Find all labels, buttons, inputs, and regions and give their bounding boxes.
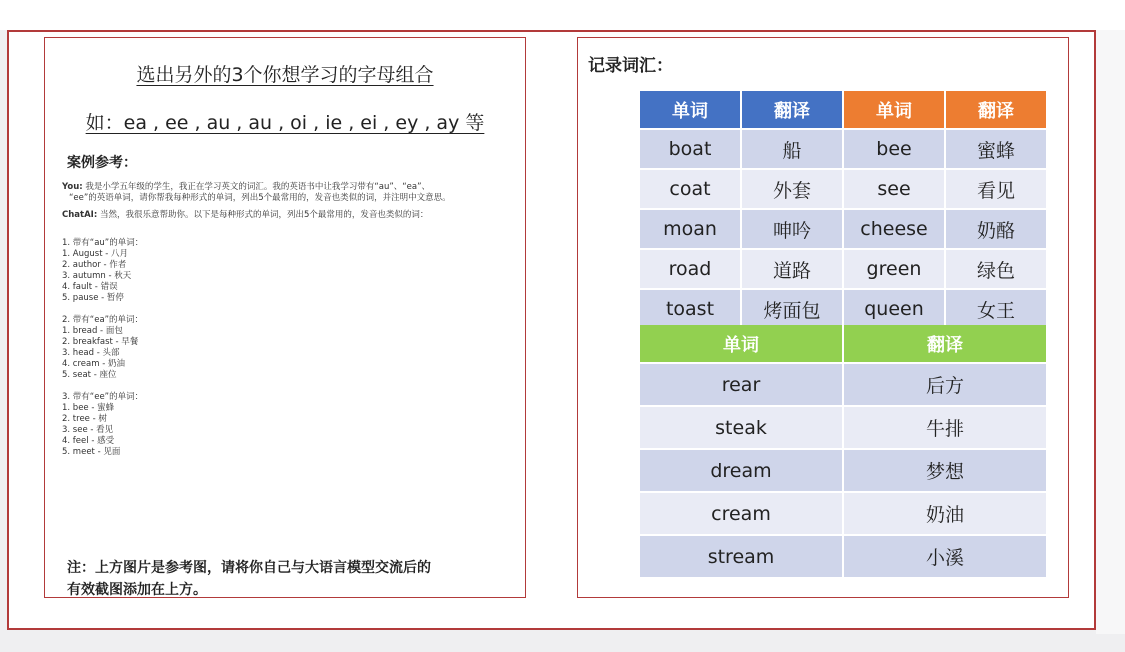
note-line-1: 注：上方图片是参考图，请将你自己与大语言模型交流后的 [67, 560, 431, 576]
word-cell: coat [640, 170, 740, 208]
word-group-title: 2. 带有“ea”的单词： [62, 315, 144, 325]
word-groups [62, 238, 512, 458]
word-cell: green [844, 250, 944, 288]
word-cell: steak [640, 407, 842, 448]
chat-text: 当然，我很乐意帮助你。以下是每种形式的单词，列出5个最常用的，发音也类似的词： [99, 210, 429, 220]
word-item: 1. bread - 面包 [62, 326, 123, 336]
word-item: 3. head - 头部 [62, 348, 120, 358]
you-label: You: [62, 182, 83, 192]
note [67, 557, 517, 598]
translation-cell: 烤面包 [742, 290, 842, 328]
vocab-table-2 [638, 323, 1048, 579]
word-cell: cheese [844, 210, 944, 248]
word-cell: rear [640, 364, 842, 405]
word-item: 5. meet - 见面 [62, 447, 121, 457]
left-subtitle: 如：ea , ee , au , au , oi , ie , ei , ey , ay 等 [85, 112, 485, 134]
table-header-cell: 单词 [640, 325, 842, 362]
word-item: 1. August - 八月 [62, 249, 129, 259]
word-group-title: 3. 带有“ee”的单词： [62, 392, 144, 402]
table-row [640, 493, 1046, 534]
right-panel [577, 37, 1069, 598]
table-row [640, 210, 1046, 248]
word-item: 3. autumn - 秋天 [62, 271, 132, 281]
word-cell: cream [640, 493, 842, 534]
word-cell: road [640, 250, 740, 288]
table-header-cell: 单词 [640, 91, 740, 128]
table-header-row [640, 91, 1046, 128]
table-header-cell: 单词 [844, 91, 944, 128]
word-cell: toast [640, 290, 740, 328]
word-cell: moan [640, 210, 740, 248]
table-row [640, 250, 1046, 288]
translation-cell: 呻吟 [742, 210, 842, 248]
word-group [62, 238, 512, 304]
table-row [640, 130, 1046, 168]
word-cell: queen [844, 290, 944, 328]
left-panel [44, 37, 526, 598]
table-header-row [640, 325, 1046, 362]
table-row [640, 407, 1046, 448]
word-cell: boat [640, 130, 740, 168]
translation-cell: 外套 [742, 170, 842, 208]
note-line-2: 有效截图添加在上方。 [67, 582, 207, 598]
word-group [62, 315, 512, 381]
chat-label: ChatAI: [62, 210, 98, 220]
word-item: 4. cream - 奶油 [62, 359, 125, 369]
word-item: 1. bee - 蜜蜂 [62, 403, 115, 413]
translation-cell: 奶油 [844, 493, 1046, 534]
table-header-cell: 翻译 [844, 325, 1046, 362]
table-row [640, 170, 1046, 208]
word-item: 2. breakfast - 早餐 [62, 337, 139, 347]
word-item: 5. pause - 暂停 [62, 293, 124, 303]
right-strip [1096, 30, 1125, 634]
user-message [62, 182, 512, 204]
translation-cell: 船 [742, 130, 842, 168]
translation-cell: 绿色 [946, 250, 1046, 288]
table-row [640, 536, 1046, 577]
translation-cell: 奶酪 [946, 210, 1046, 248]
word-group-title: 1. 带有“au”的单词： [62, 238, 144, 248]
translation-cell: 牛排 [844, 407, 1046, 448]
table-header-cell: 翻译 [742, 91, 842, 128]
table-header-cell: 翻译 [946, 91, 1046, 128]
translation-cell: 道路 [742, 250, 842, 288]
word-item: 4. feel - 感受 [62, 436, 115, 446]
word-cell: bee [844, 130, 944, 168]
case-heading: 案例参考： [67, 155, 137, 171]
word-item: 3. see - 看见 [62, 425, 114, 435]
ai-message [62, 210, 512, 221]
word-item: 4. fault - 错误 [62, 282, 118, 292]
reference-screenshot [62, 182, 512, 469]
word-item: 5. seat - 座位 [62, 370, 117, 380]
word-cell: see [844, 170, 944, 208]
word-cell: stream [640, 536, 842, 577]
table-row [640, 364, 1046, 405]
translation-cell: 女王 [946, 290, 1046, 328]
word-item: 2. tree - 树 [62, 414, 107, 424]
vocab-table-1 [638, 89, 1048, 330]
translation-cell: 后方 [844, 364, 1046, 405]
translation-cell: 蜜蜂 [946, 130, 1046, 168]
you-text-1: 我是小学五年级的学生，我正在学习英文的词汇。我的英语书中让我学习带有“au”、“ea”、 [85, 182, 431, 192]
vocab-title: 记录词汇： [588, 56, 673, 76]
translation-cell: 梦想 [844, 450, 1046, 491]
translation-cell: 看见 [946, 170, 1046, 208]
word-item: 2. author - 作者 [62, 260, 127, 270]
left-title: 选出另外的3个你想学习的字母组合 [136, 64, 434, 86]
table-row [640, 450, 1046, 491]
top-strip [0, 0, 1125, 30]
word-group [62, 392, 512, 458]
word-cell: dream [640, 450, 842, 491]
translation-cell: 小溪 [844, 536, 1046, 577]
you-text-2: “ee”的英语单词，请你帮我每种形式的单词，列出5个最常用的，发音也类似的词，并注明中文意思。 [69, 193, 451, 203]
